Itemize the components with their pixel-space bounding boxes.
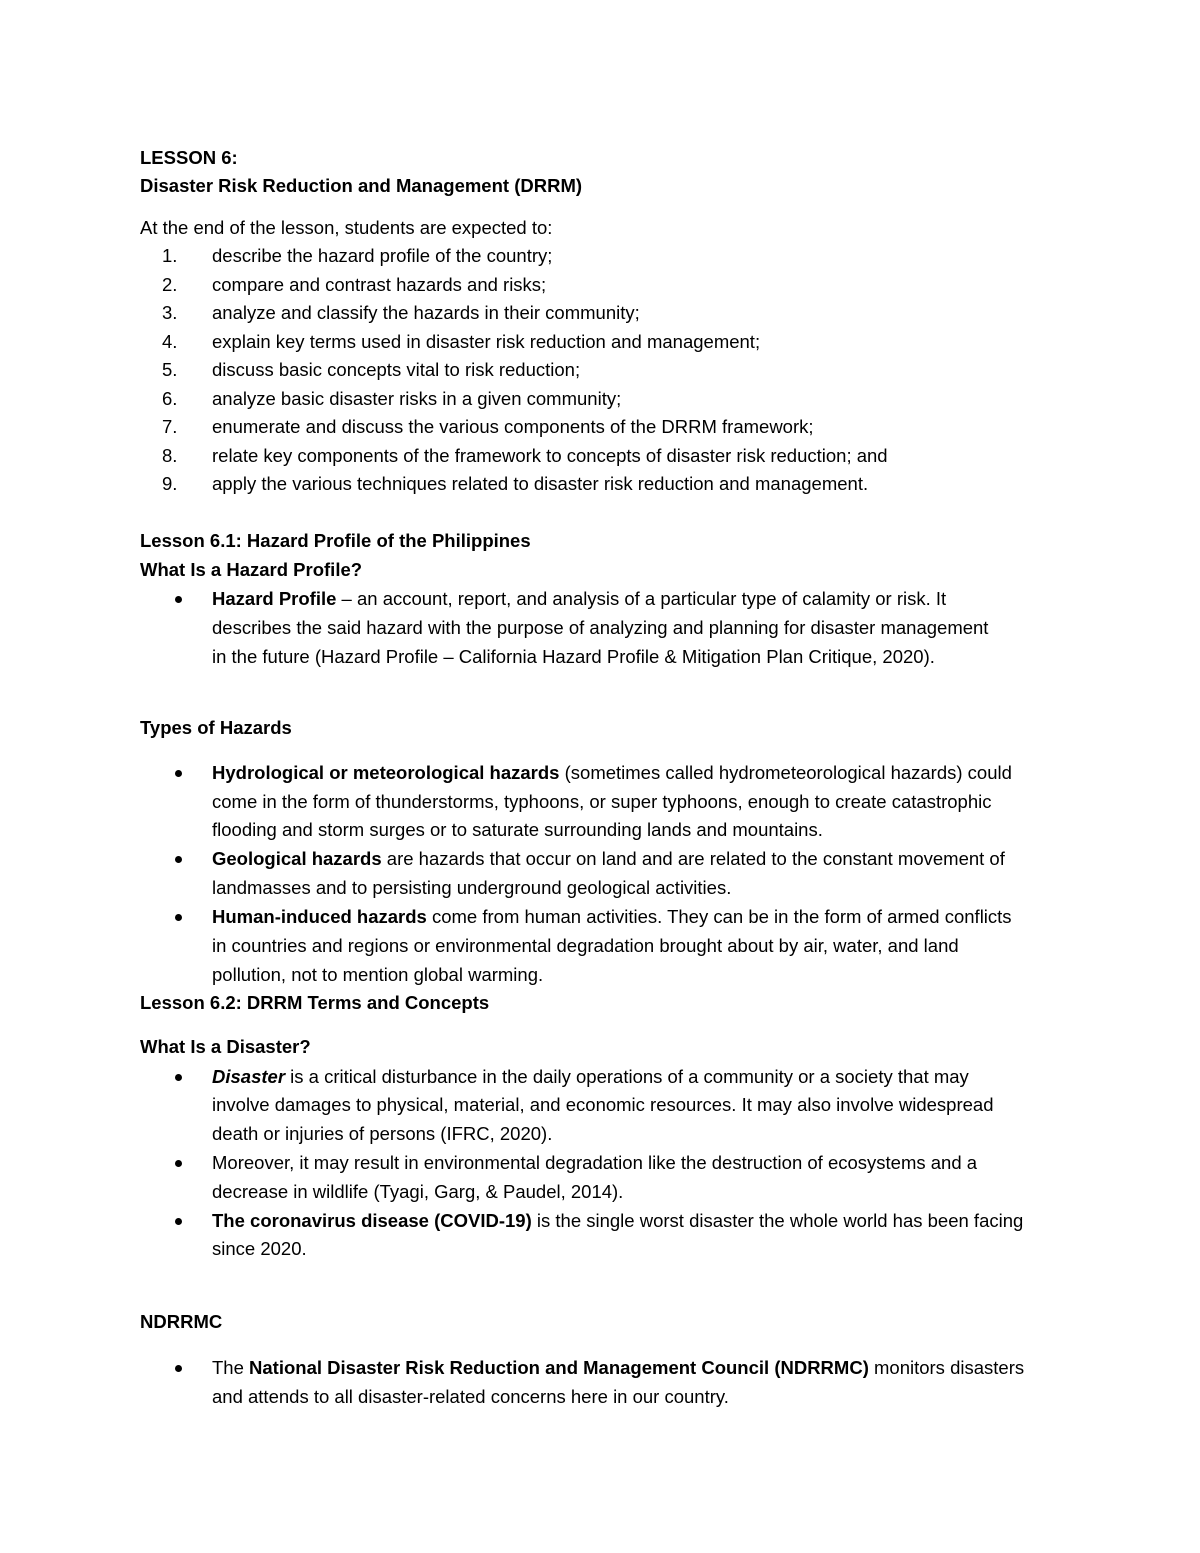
- bullet-line: Moreover, it may result in environmental degradation like the destruction of ecosystems and a: [212, 1152, 978, 1173]
- objective-number: 2.: [162, 274, 178, 295]
- term: Disaster: [212, 1066, 286, 1087]
- definition-text: is a critical disturbance in the daily operations of a community or a society that may: [285, 1066, 969, 1087]
- objective-number: 4.: [162, 331, 178, 352]
- term: National Disaster Risk Reduction and Management Council (NDRRMC): [249, 1357, 869, 1378]
- bullet-line: [212, 906, 1012, 928]
- objective-number: 8.: [162, 445, 178, 466]
- objective-text: compare and contrast hazards and risks;: [212, 274, 547, 295]
- bullet-line: flooding and storm surges or to saturate surrounding lands and mountains.: [212, 819, 823, 840]
- bullet-line: decrease in wildlife (Tyagi, Garg, & Paudel, 2014).: [212, 1181, 624, 1202]
- term: Hazard Profile: [212, 588, 337, 609]
- bullet-line: [212, 1357, 1024, 1379]
- bullet-line: come in the form of thunderstorms, typhoons, or super typhoons, enough to create catastrophic: [212, 791, 992, 812]
- bullet-line: pollution, not to mention global warming.: [212, 964, 544, 985]
- bullet-line: in countries and regions or environmental degradation brought about by air, water, and land: [212, 935, 959, 956]
- bullet-line: since 2020.: [212, 1238, 307, 1259]
- term: Geological hazards: [212, 848, 382, 869]
- lesson-6-1-heading: Lesson 6.1: Hazard Profile of the Philippines: [140, 530, 531, 551]
- bullet-line: [212, 1066, 969, 1088]
- term: Hydrological or meteorological hazards: [212, 762, 560, 783]
- objective-text: relate key components of the framework to concepts of disaster risk reduction; and: [212, 445, 888, 466]
- objective-text: analyze and classify the hazards in their community;: [212, 302, 640, 323]
- bullet-icon: [175, 1160, 182, 1167]
- bullet-line: [212, 1210, 1023, 1232]
- bullet-icon: [175, 1074, 182, 1081]
- lesson-6-2-heading: Lesson 6.2: DRRM Terms and Concepts: [140, 992, 490, 1013]
- objective-number: 5.: [162, 359, 178, 380]
- definition-text: monitors disasters: [868, 1357, 1025, 1378]
- term: The coronavirus disease (COVID-19): [212, 1210, 532, 1231]
- bullet-icon: [175, 770, 182, 777]
- objective-text: discuss basic concepts vital to risk reduction;: [212, 359, 581, 380]
- bullet-line: [212, 848, 1005, 870]
- document-title: Disaster Risk Reduction and Management (DRRM): [140, 175, 583, 196]
- bullet-line: landmasses and to persisting underground geological activities.: [212, 877, 732, 898]
- objective-text: analyze basic disaster risks in a given community;: [212, 388, 622, 409]
- objective-number: 6.: [162, 388, 178, 409]
- hazard-profile-question: What Is a Hazard Profile?: [140, 559, 363, 580]
- definition-text: – an account, report, and analysis of a particular type of calamity or risk. It: [336, 588, 947, 609]
- prefix-text: The: [212, 1357, 250, 1378]
- bullet-line: [212, 762, 1012, 784]
- term: Human-induced hazards: [212, 906, 427, 927]
- bullet-line: and attends to all disaster-related concerns here in our country.: [212, 1386, 729, 1407]
- lesson-label: LESSON 6:: [140, 147, 238, 168]
- what-is-disaster-heading: What Is a Disaster?: [140, 1036, 311, 1057]
- ndrrmc-heading: NDRRMC: [140, 1311, 223, 1332]
- objective-text: explain key terms used in disaster risk reduction and management;: [212, 331, 761, 352]
- objective-text: apply the various techniques related to disaster risk reduction and management.: [212, 473, 869, 494]
- objective-text: enumerate and discuss the various components of the DRRM framework;: [212, 416, 814, 437]
- types-of-hazards-heading: Types of Hazards: [140, 717, 292, 738]
- definition-text: are hazards that occur on land and are related to the constant movement of: [381, 848, 1005, 869]
- bullet-line: death or injuries of persons (IFRC, 2020).: [212, 1123, 553, 1144]
- objective-number: 1.: [162, 245, 178, 266]
- bullet-line: involve damages to physical, material, and economic resources. It may also involve widespread: [212, 1094, 994, 1115]
- objective-number: 3.: [162, 302, 178, 323]
- bullet-icon: [175, 1365, 182, 1372]
- objective-number: 9.: [162, 473, 178, 494]
- definition-text: come from human activities. They can be in the form of armed conflicts: [426, 906, 1012, 927]
- definition-text: (sometimes called hydrometeorological hazards) could: [559, 762, 1012, 783]
- bullet-line: in the future (Hazard Profile – California Hazard Profile & Mitigation Plan Critique, 2020).: [212, 646, 935, 667]
- bullet-icon: [175, 1218, 182, 1225]
- bullet-line: describes the said hazard with the purpose of analyzing and planning for disaster management: [212, 617, 989, 638]
- objective-text: describe the hazard profile of the country;: [212, 245, 553, 266]
- bullet-icon: [175, 596, 182, 603]
- objectives-intro: At the end of the lesson, students are expected to:: [140, 217, 553, 238]
- definition-text: is the single worst disaster the whole world has been facing: [531, 1210, 1024, 1231]
- bullet-icon: [175, 914, 182, 921]
- bullet-line: [212, 588, 946, 610]
- objective-number: 7.: [162, 416, 178, 437]
- bullet-icon: [175, 856, 182, 863]
